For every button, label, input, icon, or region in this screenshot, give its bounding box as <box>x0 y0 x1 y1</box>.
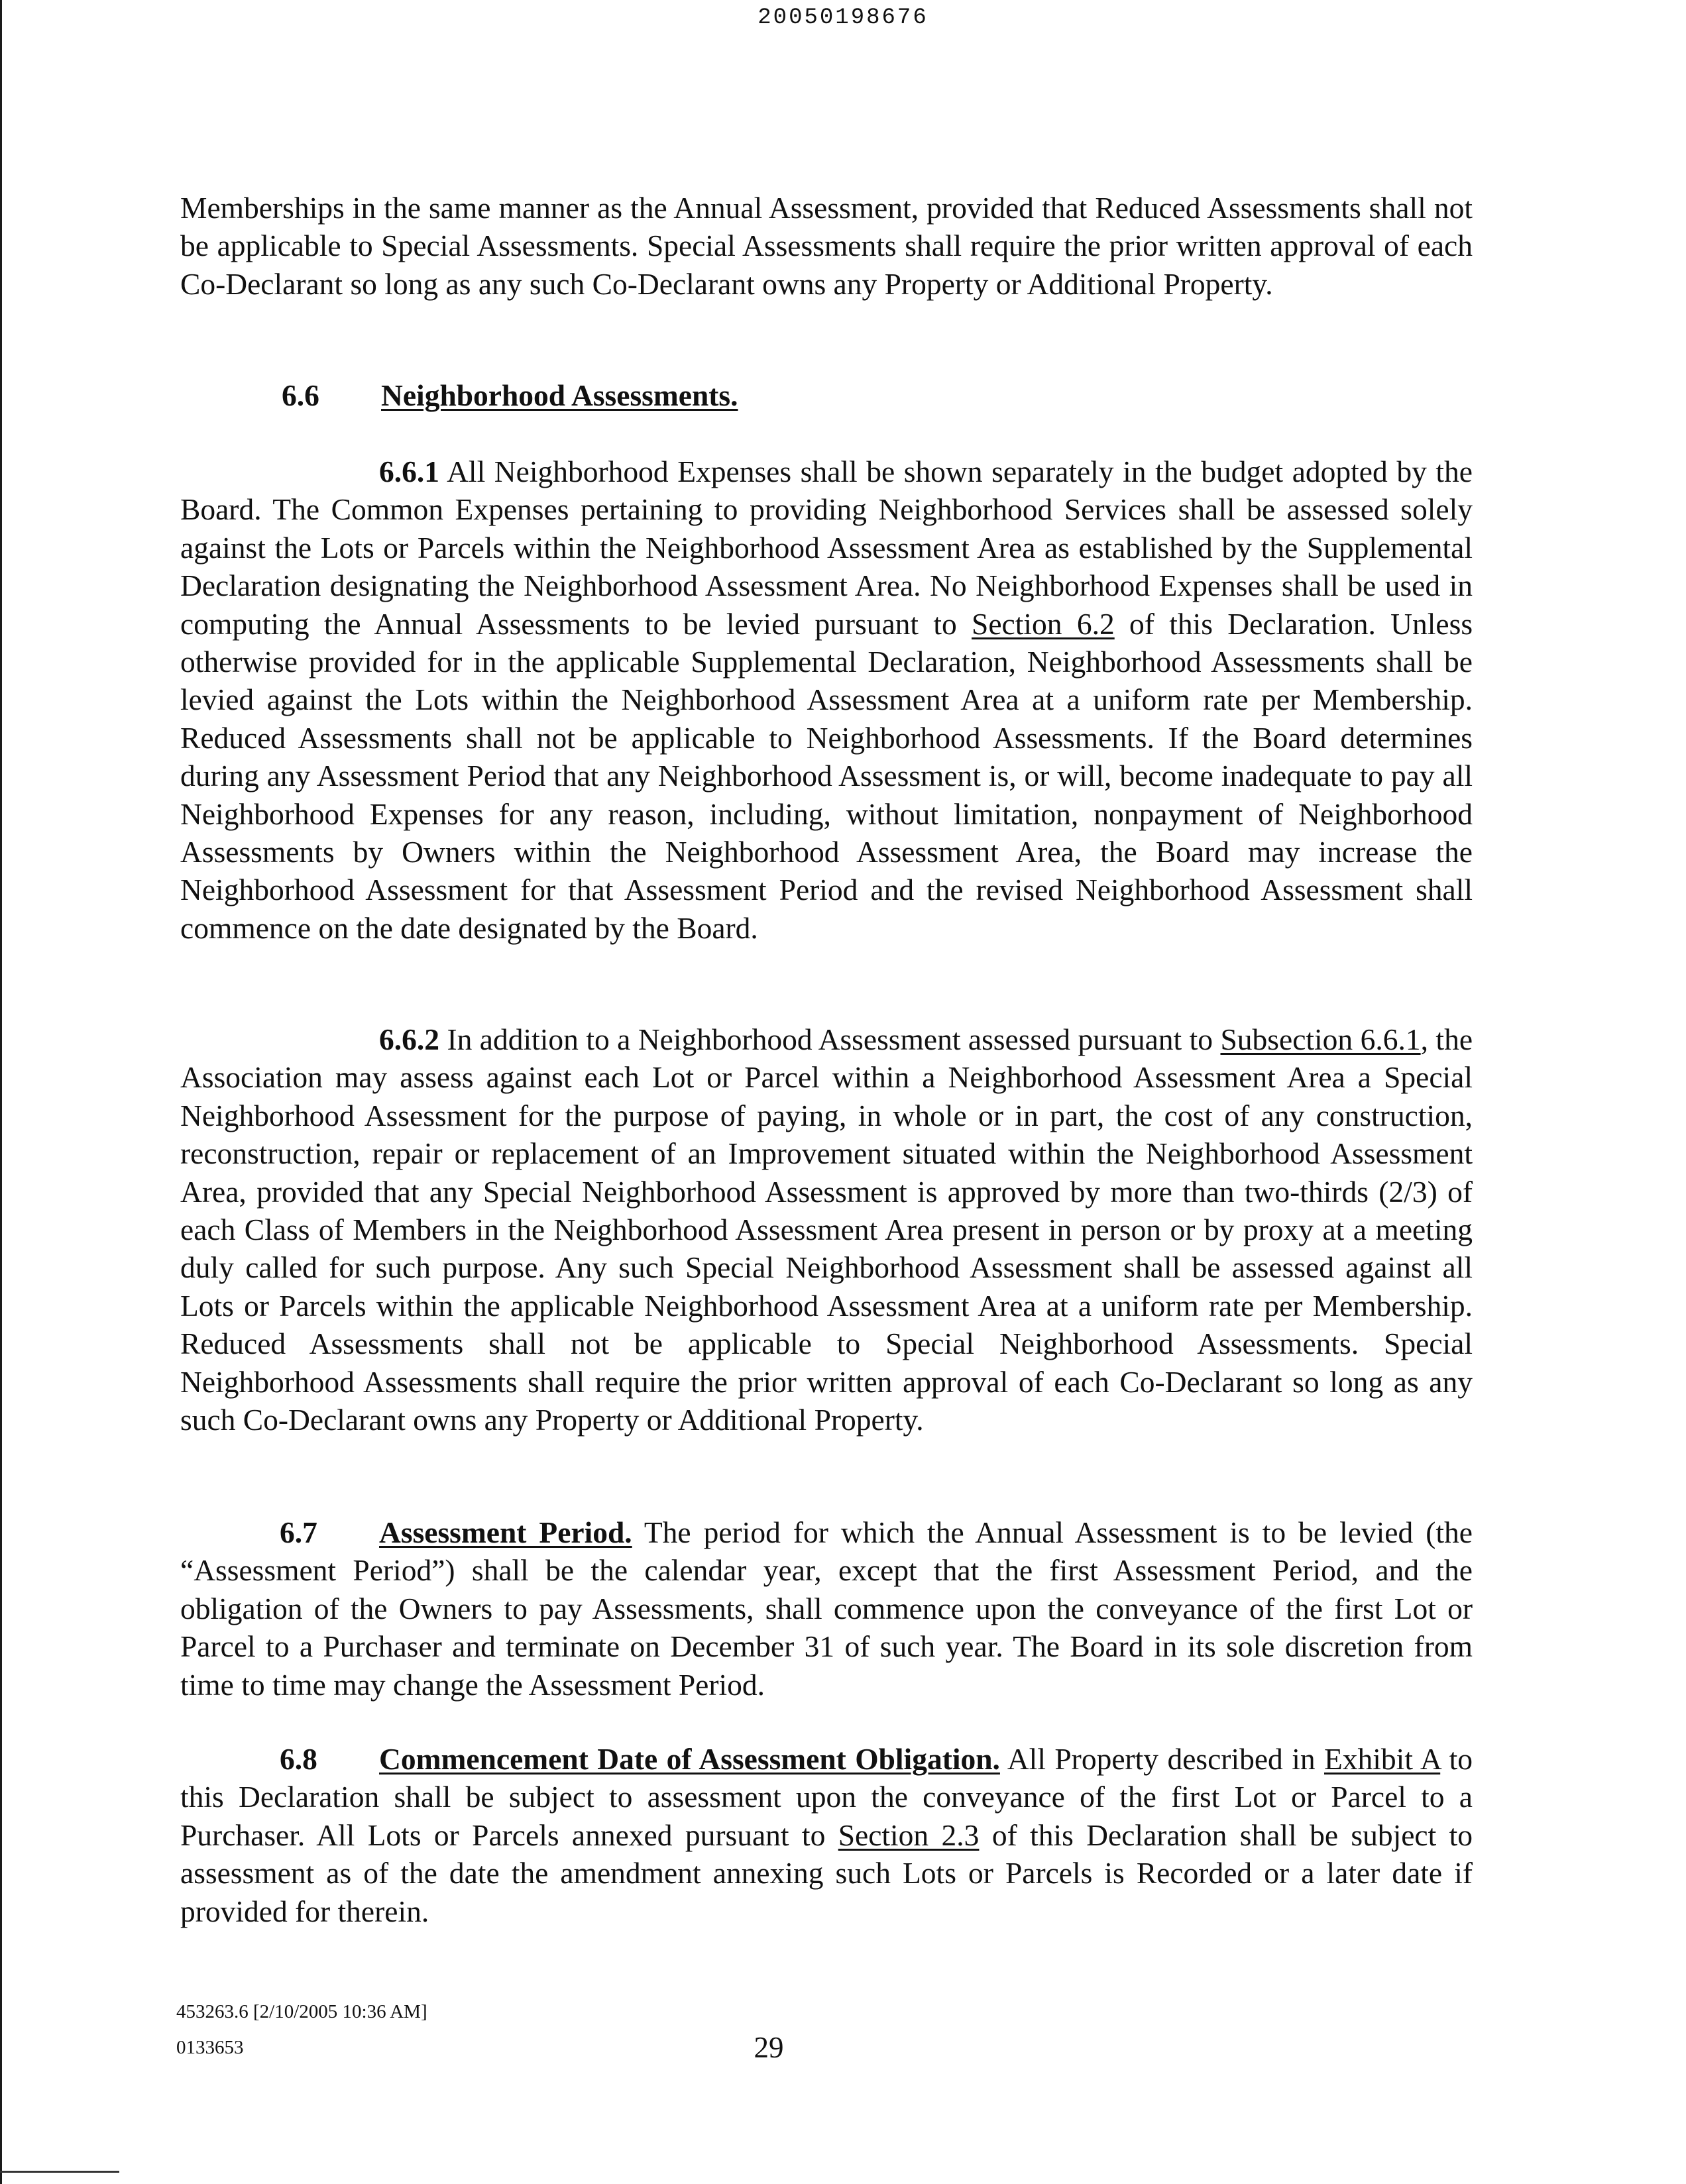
section-6-7: 6.7 Assessment Period. The period for which the Annual Assessment is to be levied (the “Assessment Period”) shall be the calendar year, except that the first Assessment Period, and the obligation of the Owners to pay Assessments, shall commence upon the conveyance of the first Lot or Parcel to a Purchaser and terminate on December 31 of such year. The Board in its sole discretion from time to time may change the Assessment Period. <box>180 1513 1473 1704</box>
section-6-6-heading <box>282 376 738 414</box>
section-title: Neighborhood Assessments. <box>381 378 738 412</box>
cross-reference-section-6-2: Section 6.2 <box>972 606 1115 641</box>
scan-bottom-mark <box>0 2171 119 2173</box>
scan-left-edge <box>0 0 2 2184</box>
paragraph-intro: Memberships in the same manner as the Annual Assessment, provided that Reduced Assessments shall not be applicable to Special Assessments. Special Assessments shall require the prior written approval of each Co-Declarant so long as any such Co-Declarant owns any Property or Additional Property. <box>180 191 1473 301</box>
cross-reference-section-2-3: Section 2.3 <box>838 1818 980 1852</box>
section-number: 6.8 <box>280 1742 317 1776</box>
subsection-number: 6.6.1 <box>379 455 439 488</box>
section-title: Commencement Date of Assessment Obligation. <box>379 1742 1000 1776</box>
page-number: 29 <box>754 2031 784 2064</box>
cross-reference-subsection-6-6-1: Subsection 6.6.1 <box>1220 1022 1421 1056</box>
footer-document-id: 453263.6 [2/10/2005 10:36 AM] <box>176 2001 427 2022</box>
section-6-8: 6.8 Commencement Date of Assessment Obligation. All Property described in Exhibit A to this Declaration shall be subject to assessment upon the conveyance of the first Lot or Parcel to a Purchaser. All Lots or Parcels annexed pursuant to Section 2.3 of this Declaration shall be subject to assessment as of the date the amendment annexing such Lots or Parcels is Recorded or a later date if provided for therein. <box>180 1740 1473 1930</box>
section-title: Assessment Period. <box>379 1515 632 1549</box>
subsection-6-6-2: 6.6.2 In addition to a Neighborhood Assessment assessed pursuant to Subsection 6.6.1, the Association may assess against each Lot or Parcel within a Neighborhood Assessment Area a Special Neighborhood Assessment for the purpose of paying, in whole or in part, the cost of any construction, reconstruction, repair or replacement of an Improvement situated within the Neighborhood Assessment Area, provided that any Special Neighborhood Assessment is approved by more than two-thirds (2/3) of each Class of Members in the Neighborhood Assessment Area present in person or by proxy at a meeting duly called for such purpose. Any such Special Neighborhood Assessment shall be assessed against all Lots or Parcels within the applicable Neighborhood Assessment Area at a uniform rate per Membership. Reduced Assessments shall not be applicable to Special Neighborhood Assessments. Special Neighborhood Assessments shall require the prior written approval of each Co-Declarant so long as any such Co-Declarant owns any Property or Additional Property. <box>180 1022 1473 1437</box>
subsection-number: 6.6.2 <box>379 1022 439 1056</box>
section-number: 6.7 <box>280 1515 317 1549</box>
subsection-6-6-1: 6.6.1 All Neighborhood Expenses shall be shown separately in the budget adopted by the Board. The Common Expenses pertaining to providing Neighborhood Services shall be assessed solely against the Lots or Parcels within the Neighborhood Assessment Area as established by the Supplemental Declaration designating the Neighborhood Assessment Area. No Neighborhood Expenses shall be used in computing the Annual Assessments to be levied pursuant to Section 6.2 of this Declaration. Unless otherwise provided for in the applicable Supplemental Declaration, Neighborhood Assessments shall be levied against the Lots within the Neighborhood Assessment Area at a uniform rate per Membership. Reduced Assessments shall not be applicable to Neighborhood Assessments. If the Board determines during any Assessment Period that any Neighborhood Assessment is, or will, become inadequate to pay all Neighborhood Expenses for any reason, including, without limitation, nonpayment of Neighborhood Assessments by Owners within the Neighborhood Assessment Area, the Board may increase the Neighborhood Assessment for that Assessment Period and the revised Neighborhood Assessment shall commence on the date designated by the Board. <box>180 455 1473 945</box>
recording-number-stamp: 20050198676 <box>758 5 928 30</box>
section-number: 6.6 <box>282 378 319 412</box>
footer-client-number: 0133653 <box>176 2037 244 2058</box>
cross-reference-exhibit-a: Exhibit A <box>1324 1742 1441 1776</box>
